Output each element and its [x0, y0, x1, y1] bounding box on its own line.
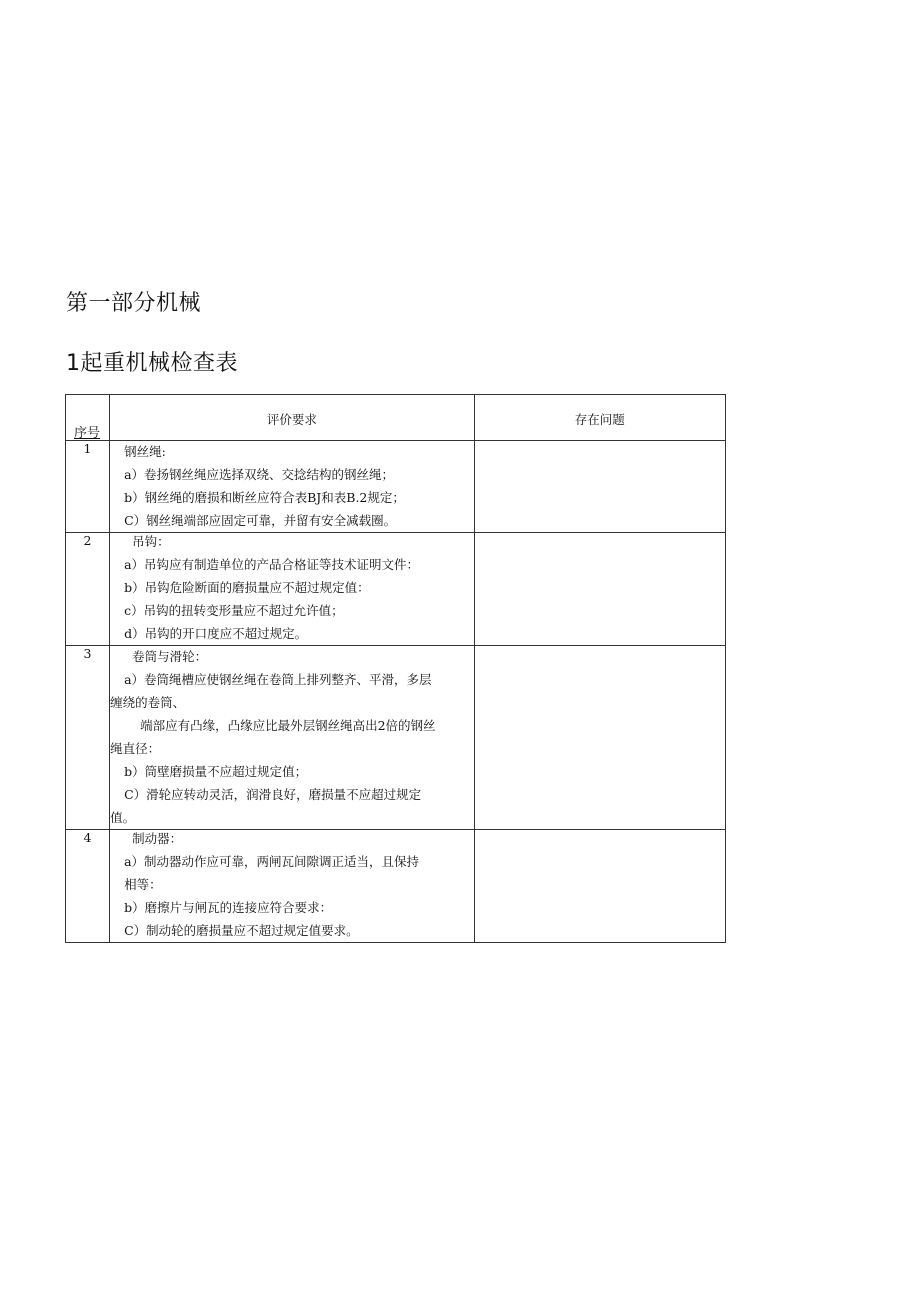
- requirement-line: 钢丝绳:: [124, 444, 166, 459]
- requirement-line: d）吊钩的开口度应不超过规定。: [124, 626, 308, 641]
- requirement-line: b）筒壁磨损量不应超过规定值；: [124, 764, 308, 779]
- issue-cell[interactable]: [474, 646, 725, 830]
- table-row: [66, 533, 726, 646]
- requirement-line: C）制动轮的磨损量应不超过规定值要求。: [124, 923, 359, 938]
- requirement-line: a）吊钩应有制造单位的产品合格证等技术证明文件：: [124, 557, 420, 572]
- issue-cell[interactable]: [474, 533, 725, 646]
- row-number: 1: [66, 441, 110, 533]
- row-number: 2: [66, 533, 110, 646]
- row-number: 4: [66, 830, 110, 943]
- requirement-line: 吊钩：: [132, 534, 170, 549]
- requirement-cell: [110, 830, 475, 943]
- table-header-row: [66, 395, 726, 441]
- requirement-line: 相等：: [124, 877, 162, 892]
- crane-inspection-table: [65, 394, 726, 943]
- table-row: [66, 441, 726, 533]
- table-row: [66, 646, 726, 830]
- row-number: 3: [66, 646, 110, 830]
- requirement-line: a）卷扬钢丝绳应选择双绕、交捻结构的钢丝绳；: [124, 467, 395, 482]
- header-no: 序号: [66, 395, 110, 441]
- table-row: [66, 830, 726, 943]
- header-issues: 存在问题: [474, 395, 725, 441]
- requirement-line: 卷筒与滑轮：: [132, 649, 208, 664]
- requirement-line: b）磨擦片与闸瓦的连接应符合要求：: [124, 900, 333, 915]
- issue-cell[interactable]: [474, 441, 725, 533]
- requirement-line: a）卷筒绳槽应使钢丝绳在卷筒上排列整齐、平滑，多层: [124, 672, 432, 687]
- requirement-line: 绳直径：: [110, 741, 161, 756]
- header-requirement: 评价要求: [110, 395, 475, 441]
- requirement-line: b）钢丝绳的磨损和断丝应符合表BJ和表B.2规定；: [124, 490, 405, 505]
- requirement-line: C）滑轮应转动灵活，润滑良好，磨损量不应超过规定: [124, 787, 422, 802]
- requirement-cell: [110, 533, 475, 646]
- requirement-line: 值。: [110, 810, 136, 825]
- requirement-line: 缠绕的卷筒、: [110, 695, 186, 710]
- issue-cell[interactable]: [474, 830, 725, 943]
- part-title: 第一部分机械: [66, 291, 202, 316]
- requirement-line: b）吊钩危险断面的磨损量应不超过规定值：: [124, 580, 370, 595]
- requirement-line: 制动器：: [132, 831, 183, 846]
- requirement-line: a）制动器动作应可靠，两闸瓦间隙调正适当，且保持: [124, 854, 420, 869]
- requirement-cell: [110, 646, 475, 830]
- section-title: 1起重机械检查表: [66, 351, 238, 376]
- requirement-line: 端部应有凸缘，凸缘应比最外层钢丝绳高出2倍的钢丝: [140, 718, 436, 733]
- requirement-cell: [110, 441, 475, 533]
- requirement-line: c）吊钩的扭转变形量应不超过允许值；: [124, 603, 344, 618]
- requirement-line: C）钢丝绳端部应固定可靠，并留有安全减载圈。: [124, 513, 397, 528]
